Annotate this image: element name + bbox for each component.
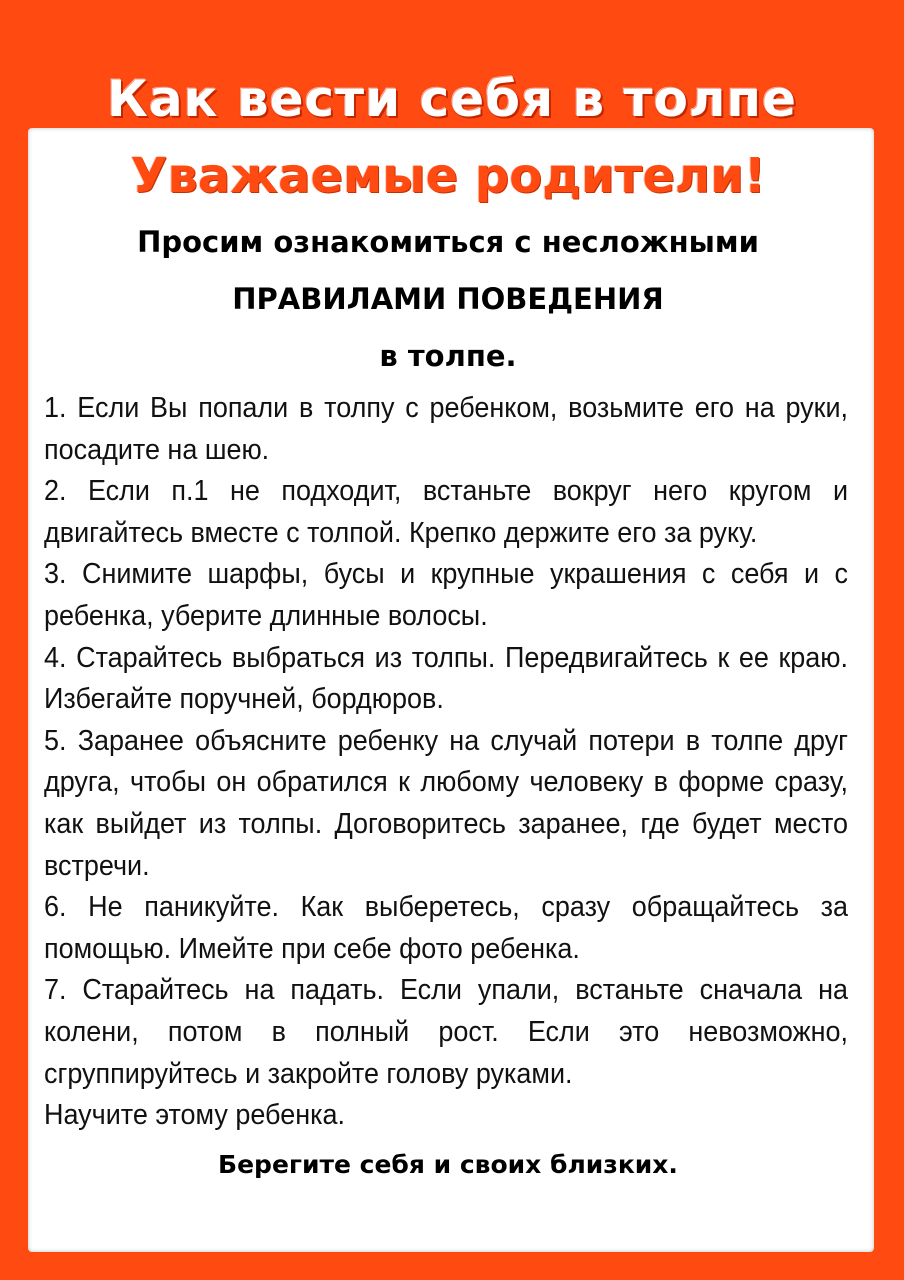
subtitle-line-1: Просим ознакомиться с несложными xyxy=(137,225,759,259)
subtitle-line-3: в толпе. xyxy=(379,339,517,373)
closing-text: Берегите себя и своих близких. xyxy=(218,1149,678,1179)
rule-item: 7. Старайтесь на падать. Если упали, встаньте сначала на колени, потом в полный рост. Если это невозможно, сгруппируйтесь и закройте голову руками. xyxy=(44,974,849,1090)
rule-item: 2. Если п.1 не подходит, встаньте вокруг него кругом и двигайтесь вместе с толпой. Крепко держите его за руку. xyxy=(44,475,849,549)
rule-item: 3. Снимите шарфы, бусы и крупные украшения с себя и с ребенка, уберите длинные волосы. xyxy=(44,558,849,632)
subtitle-line-2: ПРАВИЛАМИ ПОВЕДЕНИЯ xyxy=(232,282,664,316)
rule-item: 4. Старайтесь выбраться из толпы. Передвигайтесь к ее краю. Избегайте поручней, бордюров. xyxy=(44,641,849,716)
rules-list xyxy=(44,388,852,1137)
rule-item: 5. Заранее объясните ребенку на случай потери в толпе друг друга, чтобы он обратился к любому человеку в форме сразу, как выйдет из толпы. Договоритесь заранее, где будет место встречи. xyxy=(44,724,849,882)
poster-title: Как вести себя в толпе xyxy=(107,69,797,128)
greeting-heading: Уважаемые родители! xyxy=(130,148,766,204)
rule-item: 1. Если Вы попали в толпу с ребенком, возьмите его на руки, посадите на шею. xyxy=(44,392,849,466)
outro-text: Научите этому ребенка. xyxy=(44,1099,345,1132)
content-panel xyxy=(28,128,874,1252)
rule-item: 6. Не паникуйте. Как выберетесь, сразу обращайтесь за помощью. Имейте при себе фото ребенка. xyxy=(44,891,849,965)
